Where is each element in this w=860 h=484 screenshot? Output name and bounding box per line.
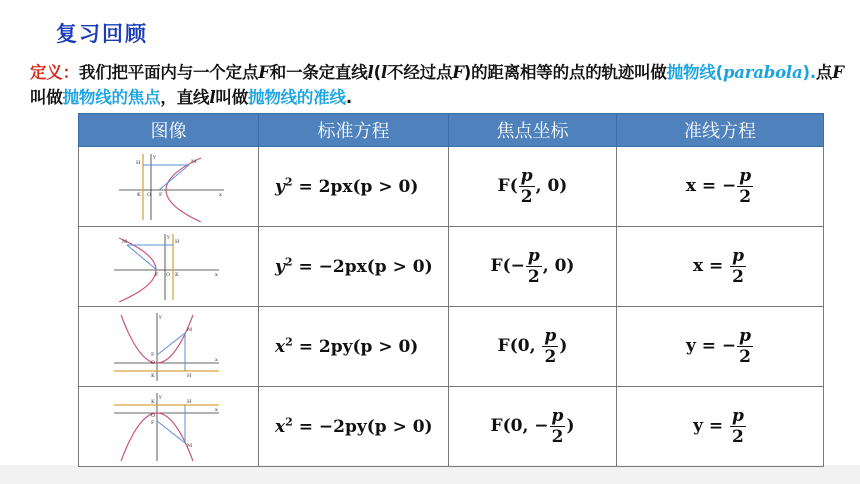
equation-cell [259,387,449,467]
svg-text:x: x [214,271,218,278]
svg-text:H: H [186,398,191,405]
equation-cell [259,307,449,387]
parabola-up-graph [109,311,229,383]
standard-equation: $y^2 = 2px(p > 0)$ [275,175,419,198]
equation-cell [259,147,449,227]
svg-text:M: M [190,158,196,165]
directrix-equation: x = $\frac{p}{2}$ [692,246,745,287]
parabola-down-graph [109,391,229,463]
graph-cell [79,387,259,467]
svg-text:x: x [214,356,218,363]
parabola-table [78,113,824,467]
table-row [79,147,824,227]
term-focus: 抛物线的焦点 [62,88,161,107]
svg-text:K: K [150,398,155,405]
svg-text:H: H [135,159,140,166]
svg-text:y: y [158,393,162,400]
svg-text:F: F [158,191,162,198]
focus-cell [449,307,617,387]
focus-coordinate: F(− $\frac{p}{2}$ , 0) [490,246,575,287]
svg-text:x: x [214,406,218,413]
focus-coordinate: F(0, $\frac{p}{2}$ ) [497,326,568,367]
svg-text:x: x [218,191,222,198]
svg-text:K: K [150,372,155,379]
svg-text:O: O [150,412,155,419]
svg-text:O: O [146,191,151,198]
term-directrix: 抛物线的准线 [248,88,346,107]
svg-text:O: O [150,359,155,366]
header-graph: 图像 [79,114,259,147]
svg-text:M: M [121,238,127,245]
standard-equation: $x^2 = 2py(p > 0)$ [275,335,419,358]
svg-text:K: K [174,271,179,278]
svg-text:F: F [150,419,154,426]
directrix-cell [617,387,824,467]
graph-cell [79,307,259,387]
directrix-equation: y = $\frac{p}{2}$ [693,406,744,447]
parabola-left-graph [109,232,229,302]
header-focus: 焦点坐标 [449,114,617,147]
graph-cell [79,147,259,227]
footer-band [0,465,860,484]
focus-coordinate: F(0, − $\frac{p}{2}$ ) [490,406,575,447]
svg-text:M: M [186,326,192,333]
table-row [79,307,824,387]
definition-label: 定义： [30,63,79,82]
svg-text:M: M [186,442,192,449]
table-row [79,387,824,467]
equation-cell [259,227,449,307]
definition-text: 定义：我们把平面内与一个定点F和一条定直线l(l不经过点F)的距离相等的点的轨迹叫做抛物线(parabola).点F叫做抛物线的焦点，直线l叫做抛物线的准线. [30,63,844,107]
term-parabola: 抛物线(parabola). [666,63,816,82]
page-title: 复习回顾 [56,22,148,46]
svg-text:y: y [166,233,170,240]
svg-text:O: O [165,271,170,278]
svg-text:H: H [186,372,191,379]
directrix-cell [617,307,824,387]
directrix-cell [617,227,824,307]
svg-text:H: H [174,238,179,245]
svg-text:F: F [154,271,158,278]
standard-equation: $x^2 = -2py(p > 0)$ [275,415,433,438]
header-equation: 标准方程 [259,114,449,147]
directrix-equation: x = − $\frac{p}{2}$ [685,166,752,207]
graph-cell [79,227,259,307]
focus-cell [449,227,617,307]
table-row [79,227,824,307]
standard-equation: $y^2 = -2px(p > 0)$ [275,255,433,278]
parabola-right-graph [109,152,229,222]
directrix-equation: y = − $\frac{p}{2}$ [685,326,752,367]
table-header-row [79,114,824,147]
focus-coordinate: F( $\frac{p}{2}$ , 0) [497,166,568,207]
svg-text:y: y [152,153,156,160]
svg-text:K: K [136,191,141,198]
svg-text:y: y [158,313,162,320]
header-directrix: 准线方程 [617,114,824,147]
directrix-cell [617,147,824,227]
svg-text:F: F [150,351,154,358]
focus-cell [449,387,617,467]
focus-cell [449,147,617,227]
